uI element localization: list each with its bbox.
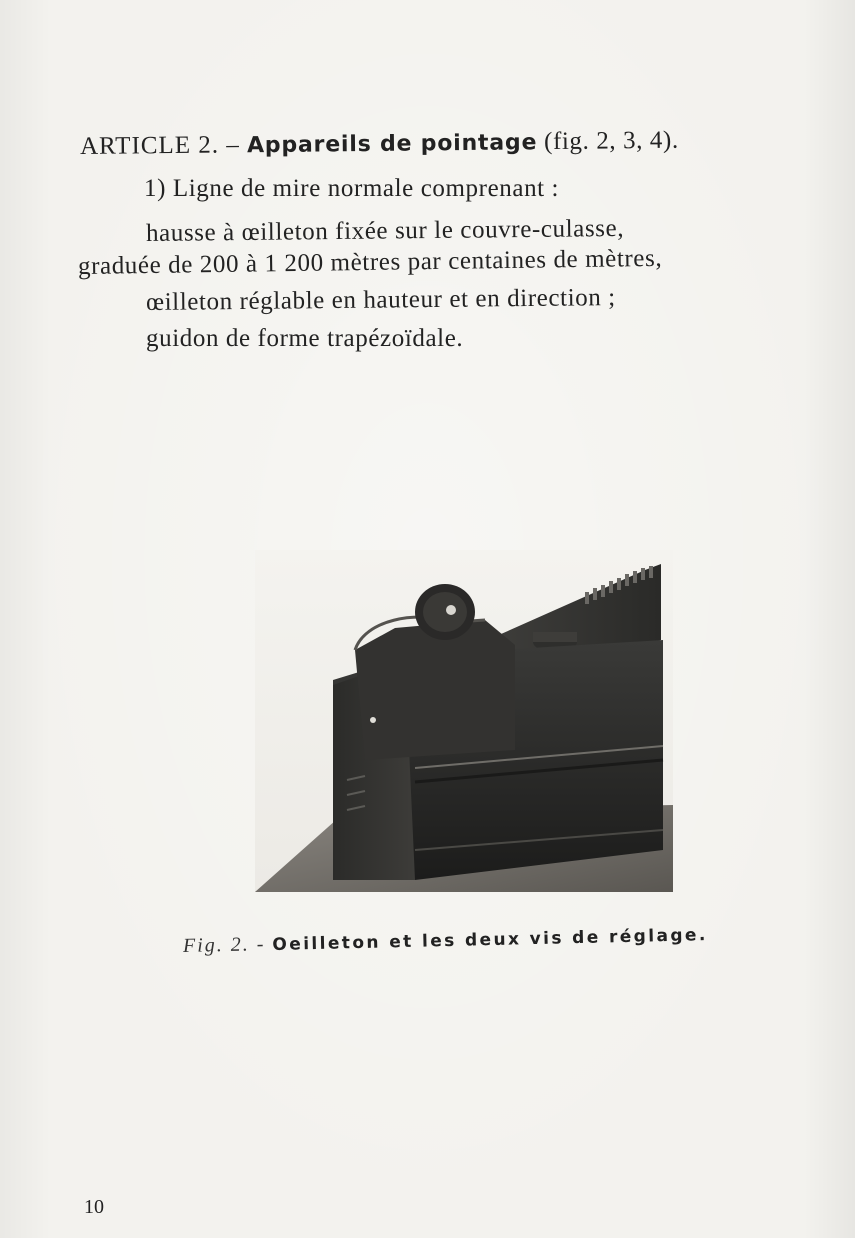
figure-caption-prefix: Fig. 2. -: [182, 932, 273, 957]
article-title: Appareils de pointage: [246, 130, 538, 159]
paragraph-line-4: œilleton réglable en hauteur et en direction ;: [145, 284, 616, 316]
paragraph-line-3: graduée de 200 à 1 200 mètres par centaines de mètres,: [77, 244, 663, 280]
figure-caption-text: Oeilleton et les deux vis de réglage.: [272, 925, 708, 955]
article-heading: [80, 126, 679, 163]
paragraph-line-1: 1) Ligne de mire normale comprenant :: [144, 175, 560, 202]
paragraph-line-5: guidon de forme trapézoïdale.: [146, 325, 464, 352]
page-number: 10: [84, 1196, 104, 1218]
figure-caption: [183, 923, 708, 958]
figure-photo: [255, 550, 673, 892]
article-label: ARTICLE 2. –: [79, 131, 248, 160]
article-figure-ref: (fig. 2, 3, 4).: [537, 126, 679, 156]
paragraph-line-2: hausse à œilleton fixée sur le couvre-culasse,: [145, 214, 625, 247]
rear-sight-photo: [255, 550, 673, 892]
